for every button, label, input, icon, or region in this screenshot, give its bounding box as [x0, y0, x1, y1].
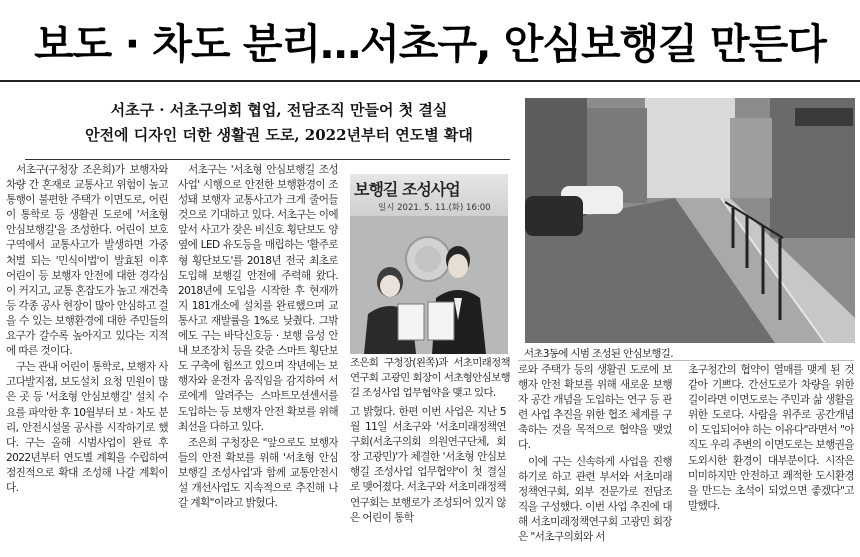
article-column-1 [6, 163, 168, 555]
paragraph: 서초구는 '서초형 안심보행길 조성사업' 시행으로 안전한 보행환경이 조성돼 보행자 교통사고가 크게 줄어들 것으로 기대하고 있다. 서초구는 이에 앞서 사고가 잦은 비신호 횡단보도 양 옆에 LED 유도등을 매립하는 '활주로형 횡단보도'를 2018년 전국 최초로 도입해 보행길 안전에 주력해 왔다. 2018년에 도입을 시작한 후 현재까지 181개소에 설치를 완료했으며 교통사고 재발률을 1%로 낮췄다. 그밖에도 구는 바닥신호등 · 보행 음성 안내 보조장치 등을 갖춘 스마트 횡단보도 구축에 힘쓰고 있으며 작년에는 보행자와 운전자 움직임을 감지하여 서로에게 알려주는 스마트모션센서를 도입하는 등 보행자 안전 확보를 위해 최선을 다하고 있다. [178, 164, 338, 433]
subheadline-line-2: 안전에 디자인 더한 생활권 도로, 2022년부터 연도별 확대 [85, 126, 473, 144]
mou-signing-photo [350, 174, 508, 354]
article-column-2 [178, 163, 338, 555]
subheadline-line-1: 서초구 · 서초구의회 협업, 전담조직 만들어 첫 결실 [110, 101, 448, 119]
paragraph: 구는 관내 어린이 통학로, 보행자 사고다발지점, 보도설치 요청 민원이 많은 곳 등 '서초형 안심보행길' 설치 수요를 파악한 후 10월부터 보 · 차도 분리, 안전시설물 공사를 시작하기로 했다. 구는 올해 시범사업이 완료 후 2022년부터 연도별 계획을 수립하여 점진적으로 확대 조성해 나갈 계획이다. [6, 361, 168, 494]
headline: 보도 · 차도 분리…서초구, 안심보행길 만든다 [0, 0, 860, 82]
paragraph: 조은희 구청장은 "앞으로도 보행자들의 안전 확보를 위해 '서초형 안심보행길 조성사업'과 함께 교통안전시설 개선사업도 지속적으로 추진해 나갈 계획"이라고 밝혔다. [178, 436, 338, 510]
event-banner-title: 보행길 조성사업 [354, 180, 460, 199]
subheadline [48, 98, 510, 148]
caption-divider [518, 360, 854, 361]
paragraph: 로와 주택가 등의 생활권 도로에 보행자 안전 확보를 위해 새로운 보행자 공간 개념을 도입하는 연구 등 관련 사업 추진을 위한 협조 체계를 구축하는 것을 목적으로 협약을 맺었다. [518, 364, 672, 452]
paragraph: 서초구(구청장 조은희)가 보행자와 차량 간 혼재로 교통사고 위험이 높고 통행이 불편한 주택가 이면도로, 어린이 통학로 등 생활권 도로에 '서초형 안심보행길'을 조성한다. 어린이 보호구역에서 교통사고가 발생하면 가중처벌 되는 '민식이법'이 발효된 이후 어린이 등 보행자 안전에 대한 경각심이 커지고, 교통 혼잡도가 높고 재건축 등 각종 공사 현장이 많아 안심하고 걸을 수 있는 보행환경에 대한 주민들의 요구가 갈수록 높아지고 있다는 지적에 따른 것이다. [6, 164, 168, 358]
street-photo-illustration [525, 98, 855, 343]
photo-caption-walkway: 서초3동에 시범 조성된 안심보행길. [524, 348, 673, 360]
paragraph: 이에 구는 신속하게 사업을 진행하기로 하고 관련 부서와 서초미래정책연구회, 외부 전문가로 전담조직을 구성했다. 이번 사업 추진에 대해 서초미래정책연구회 고광민 회장은 "서초구의회와 서 [518, 455, 672, 544]
safe-walkway-photo [525, 98, 855, 343]
photo-caption-mou: 조은희 구청장(왼쪽)과 서초미래정책연구회 고광민 회장이 서초형안심보행길 조성사업 업무협약을 맺고 있다. [350, 357, 510, 399]
event-banner-date: 일시 2021. 5. 11.(화) 16:00 [378, 203, 491, 213]
article-column-5 [688, 363, 854, 555]
paragraph: 고 밝혔다. 한편 이번 사업은 지난 5월 11일 서초구와 '서초미래정책연구회(서초구의회 의원연구단체, 회장 고광민)'가 체결한 '서초형 안심보행길 조성사업 업무협약'이 첫 결실로 맺어졌다. 서초구와 서초미래정책연구회는 보행로가 조성되어 있지 않은 어린이 통학 [350, 406, 506, 524]
article-column-4 [518, 363, 672, 555]
subhead-divider [25, 159, 510, 160]
article-column-3 [350, 405, 506, 555]
paragraph: 초구청간의 협약이 열매를 맺게 된 것 같아 기쁘다. 간선도로가 차량을 위한 길이라면 이면도로는 주민과 삶 생활을 위한 도로다. 사람을 위주로 공간개념이 도입되어야 하는 이유다"라면서 "아직도 우리 주변의 이면도로는 보행권을 도외시한 환경이 대부분이다. 시작은 미미하지만 안전하고 쾌적한 도시환경을 만드는 초석이 되었으면 좋겠다"고 말했다. [688, 364, 854, 512]
